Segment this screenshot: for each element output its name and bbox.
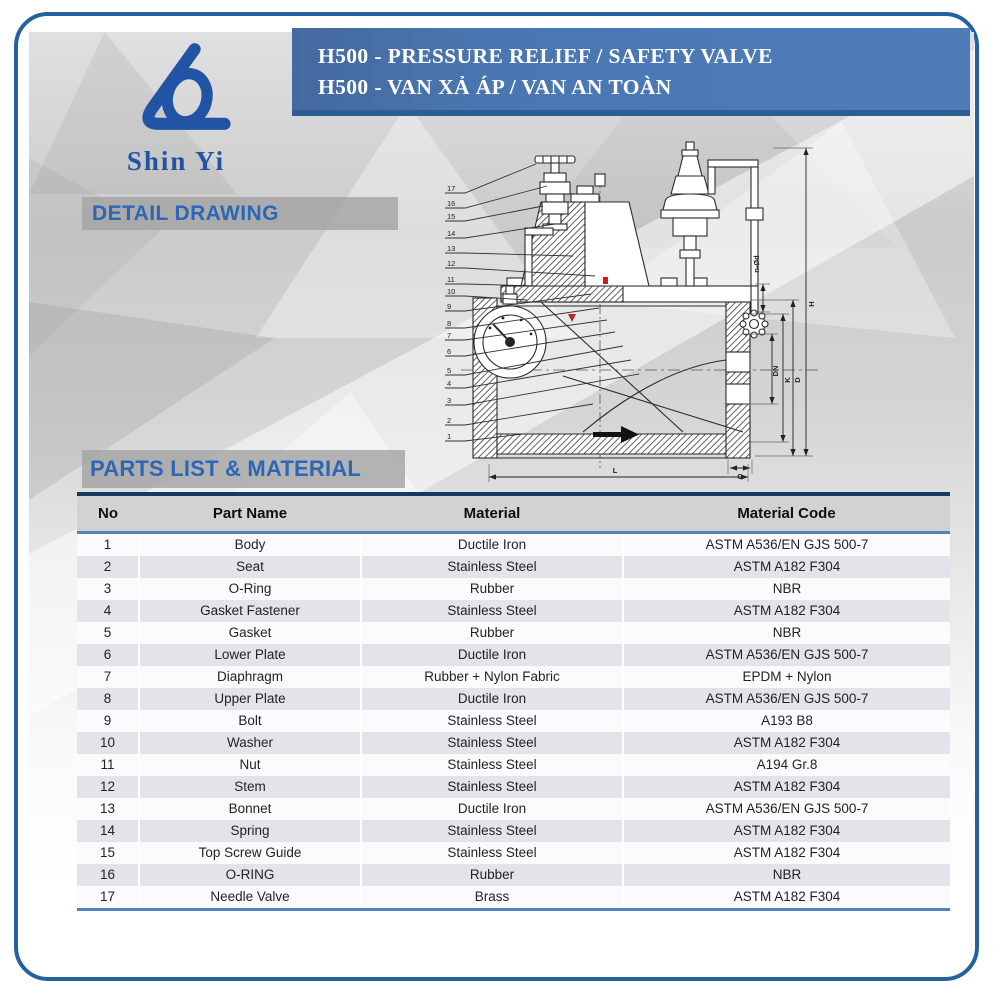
- table-row: [77, 864, 950, 886]
- table-row: [77, 776, 950, 798]
- table-row: [77, 533, 950, 557]
- col-header-material-code: Material Code: [623, 494, 950, 533]
- table-cell: Stainless Steel: [361, 820, 623, 842]
- table-cell: 8: [77, 688, 139, 710]
- table-cell: NBR: [623, 622, 950, 644]
- dimension-label: n-Ød: [752, 255, 761, 273]
- table-cell: 1: [103, 537, 112, 552]
- company-logo: [108, 40, 244, 177]
- product-title-en: H500 - PRESSURE RELIEF / SAFETY VALVE: [318, 44, 773, 68]
- table-cell: ASTM A182 F304: [623, 732, 950, 754]
- parts-table-body: [77, 533, 950, 910]
- table-cell: Stainless Steel: [361, 776, 623, 798]
- table-cell: Stainless Steel: [361, 600, 623, 622]
- table-cell: Stainless Steel: [361, 754, 623, 776]
- callout-number: 1: [447, 432, 452, 441]
- table-cell: ASTM A182 F304: [623, 820, 950, 842]
- table-cell: 16: [77, 864, 139, 886]
- table-row: [77, 798, 950, 820]
- table-cell: 12: [77, 776, 139, 798]
- table-row: [77, 600, 950, 622]
- table-row: [77, 578, 950, 600]
- table-row: [77, 622, 950, 644]
- table-cell: 7: [103, 669, 112, 684]
- parts-list-heading: PARTS LIST & MATERIAL: [82, 450, 405, 488]
- callout-number: 14: [447, 229, 456, 238]
- table-cell: O-Ring: [139, 578, 361, 600]
- table-cell: Rubber: [361, 578, 623, 600]
- table-cell: Seat: [139, 556, 361, 578]
- title-banner: [292, 28, 970, 116]
- parts-list-table: [77, 492, 950, 911]
- callout-number: 8: [447, 319, 452, 328]
- table-cell: Washer: [139, 732, 361, 754]
- table-cell: Stainless Steel: [361, 842, 623, 864]
- table-cell: ASTM A182 F304: [623, 556, 950, 578]
- table-cell: 6: [77, 644, 139, 666]
- callout-number: 12: [447, 259, 456, 268]
- table-row: [77, 666, 950, 688]
- table-cell: Ductile Iron: [361, 533, 623, 557]
- table-cell: ASTM A536/EN GJS 500-7: [623, 644, 950, 666]
- table-row: [77, 644, 950, 666]
- table-cell: Upper Plate: [139, 688, 361, 710]
- table-cell: Ductile Iron: [361, 798, 623, 820]
- valve-detail-drawing: [443, 136, 958, 488]
- table-cell: O-RING: [139, 864, 361, 886]
- table-row: [77, 886, 950, 910]
- callout-number: 7: [447, 331, 452, 340]
- table-cell: Lower Plate: [139, 644, 361, 666]
- table-cell: Bolt: [139, 710, 361, 732]
- dimension-label: L: [612, 466, 618, 475]
- dimension-label: DN: [771, 365, 780, 377]
- table-cell: Stainless Steel: [361, 556, 623, 578]
- table-row: [77, 754, 950, 776]
- callout-number: 10: [447, 287, 456, 296]
- product-title-vi: H500 - VAN XẢ ÁP / VAN AN TOÀN: [318, 75, 672, 99]
- callout-number: 17: [447, 184, 456, 193]
- table-cell: ASTM A182 F304: [623, 886, 950, 910]
- table-row: [77, 556, 950, 578]
- company-name: Shin Yi: [126, 146, 226, 176]
- callout-number: 9: [447, 302, 452, 311]
- table-row: [77, 842, 950, 864]
- table-cell: 5: [103, 625, 112, 640]
- detail-drawing-heading: DETAIL DRAWING: [82, 197, 398, 230]
- table-cell: ASTM A182 F304: [623, 842, 950, 864]
- table-cell: NBR: [623, 864, 950, 886]
- table-cell: Diaphragm: [139, 666, 361, 688]
- table-cell: Needle Valve: [139, 886, 361, 910]
- table-cell: Body: [139, 533, 361, 557]
- dimension-label: D: [793, 377, 802, 383]
- table-cell: 3: [103, 581, 112, 596]
- callout-number: 13: [447, 244, 456, 253]
- table-cell: Bonnet: [139, 798, 361, 820]
- table-cell: ASTM A536/EN GJS 500-7: [623, 533, 950, 557]
- table-cell: ASTM A182 F304: [623, 776, 950, 798]
- callout-number: 11: [447, 275, 455, 284]
- callout-number: 16: [447, 199, 456, 208]
- table-cell: Gasket: [139, 622, 361, 644]
- dimension-label: C: [737, 472, 743, 481]
- table-cell: ASTM A536/EN GJS 500-7: [623, 798, 950, 820]
- table-cell: 17: [99, 889, 116, 904]
- col-header-no: No: [77, 494, 139, 533]
- table-cell: NBR: [623, 578, 950, 600]
- table-cell: Ductile Iron: [361, 644, 623, 666]
- table-cell: 14: [77, 820, 139, 842]
- callout-number: 15: [447, 212, 456, 221]
- table-cell: Stem: [139, 776, 361, 798]
- callout-number: 4: [447, 379, 452, 388]
- dimension-label: K: [783, 377, 792, 383]
- table-cell: EPDM + Nylon: [623, 666, 950, 688]
- table-cell: 2: [77, 556, 139, 578]
- table-cell: Rubber + Nylon Fabric: [361, 666, 623, 688]
- table-row: [77, 688, 950, 710]
- table-cell: Stainless Steel: [361, 732, 623, 754]
- table-cell: 4: [77, 600, 139, 622]
- table-cell: Rubber: [361, 622, 623, 644]
- table-row: [77, 732, 950, 754]
- table-cell: Top Screw Guide: [139, 842, 361, 864]
- table-row: [77, 820, 950, 842]
- callout-number: 3: [447, 396, 452, 405]
- callout-number: 5: [447, 366, 452, 375]
- col-header-part-name: Part Name: [139, 494, 361, 533]
- table-cell: A193 B8: [623, 710, 950, 732]
- table-cell: A194 Gr.8: [623, 754, 950, 776]
- table-cell: Rubber: [361, 864, 623, 886]
- table-cell: 13: [99, 801, 116, 816]
- callout-number: 6: [447, 347, 452, 356]
- table-cell: Spring: [139, 820, 361, 842]
- table-cell: 9: [103, 713, 112, 728]
- table-cell: ASTM A182 F304: [623, 600, 950, 622]
- table-cell: Nut: [139, 754, 361, 776]
- table-cell: 10: [77, 732, 139, 754]
- valve-body-section: [461, 142, 821, 468]
- table-cell: 11: [100, 757, 115, 772]
- table-cell: Gasket Fastener: [139, 600, 361, 622]
- table-header-row: [77, 494, 950, 533]
- callout-number: 2: [447, 416, 452, 425]
- table-cell: Stainless Steel: [361, 710, 623, 732]
- table-cell: Ductile Iron: [361, 688, 623, 710]
- col-header-material: Material: [361, 494, 623, 533]
- table-row: [77, 710, 950, 732]
- table-cell: ASTM A536/EN GJS 500-7: [623, 688, 950, 710]
- shinyi-logo-icon: [120, 40, 232, 148]
- table-cell: Brass: [361, 886, 623, 910]
- dimension-label: H: [807, 301, 816, 307]
- table-cell: 15: [99, 845, 116, 860]
